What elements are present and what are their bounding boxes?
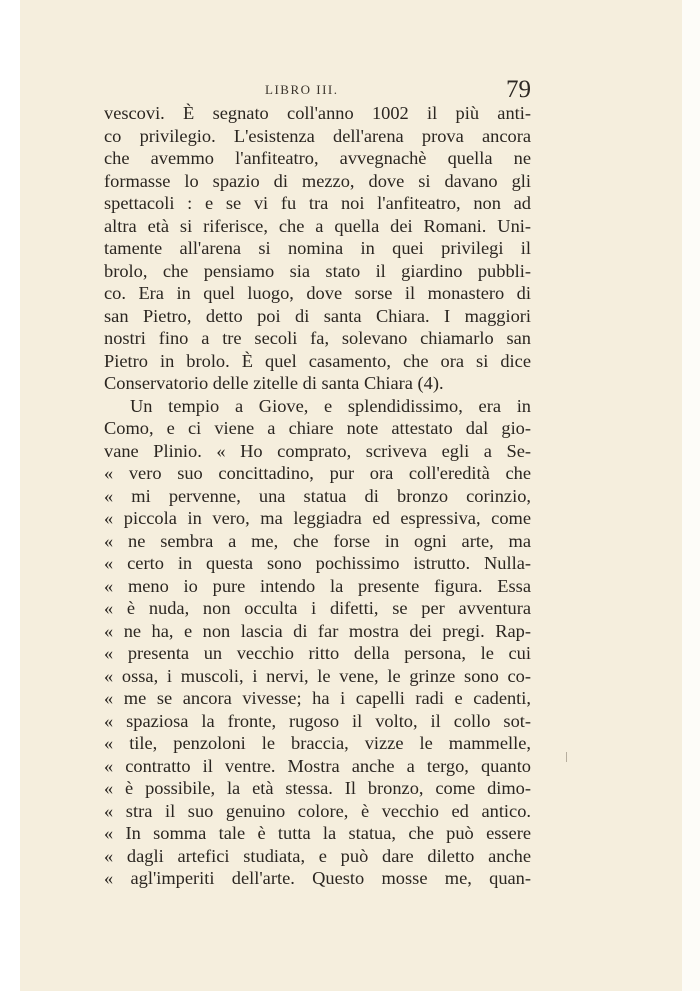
text-line: spettacoli : e se vi fu tra noi l'anfiteatro, non ad xyxy=(104,193,531,213)
quote-line: « presenta un vecchio ritto della persona, le cui xyxy=(104,643,531,663)
text-line: Pietro in brolo. È quel casamento, che ora si dice xyxy=(104,350,531,371)
quote-line: « certo in questa sono pochissimo istrutto. Nulla- xyxy=(104,553,531,573)
text-line: formasse lo spazio di mezzo, dove si davano gli xyxy=(104,170,531,191)
quote-line: « mi pervenne, una statua di bronzo corinzio, xyxy=(104,485,531,506)
quote-line: « contratto il ventre. Mostra anche a tergo, quanto xyxy=(104,755,531,776)
text-line: vane Plinio. « Ho comprato, scriveva egli a Se- xyxy=(104,440,531,461)
quote-line: « ossa, i muscoli, i nervi, le vene, le grinze sono co- xyxy=(104,665,531,686)
paragraph-end-line: Conservatorio delle zitelle di santa Chiara (4). xyxy=(104,373,444,393)
quote-line: « tile, penzoloni le braccia, vizze le mammelle, xyxy=(104,733,531,753)
running-head: LIBRO III. xyxy=(265,82,339,97)
text-line: tamente all'arena si nomina in quei privilegi il xyxy=(104,238,531,258)
text-line: san Pietro, detto poi di santa Chiara. I maggiori xyxy=(104,305,531,326)
quote-line: « agl'imperiti dell'arte. Questo mosse me, quan- xyxy=(104,868,531,888)
quote-line: « piccola in vero, ma leggiadra ed espressiva, come xyxy=(104,508,531,528)
text-line: che avemmo l'anfiteatro, avvegnachè quella ne xyxy=(104,148,531,168)
quote-line: « me se ancora vivesse; ha i capelli radi e cadenti, xyxy=(104,688,531,708)
text-line: Como, e ci viene a chiare note attestato dal gio- xyxy=(104,418,531,438)
page-edge xyxy=(682,0,700,991)
body-text xyxy=(104,102,531,890)
quote-line: « è possibile, la età stessa. Il bronzo, come dimo- xyxy=(104,778,531,798)
quote-line: « In somma tale è tutta la statua, che può essere xyxy=(104,823,531,843)
page-number: 79 xyxy=(506,76,531,103)
text-line: altra età si riferisce, che a quella dei Romani. Uni- xyxy=(104,215,531,236)
paragraph-start-line: Un tempio a Giove, e splendidissimo, era in xyxy=(130,395,531,416)
quote-line: « è nuda, non occulta i difetti, se per avventura xyxy=(104,598,531,618)
text-line: nostri fino a tre secoli fa, solevano chiamarlo san xyxy=(104,328,531,348)
quote-line: « stra il suo genuino colore, è vecchio ed antico. xyxy=(104,800,531,821)
quote-line: « ne ha, e non lascia di far mostra dei pregi. Rap- xyxy=(104,620,531,641)
text-line: brolo, che pensiamo sia stato il giardino pubbli- xyxy=(104,260,531,281)
quote-line: « spaziosa la fronte, rugoso il volto, il collo sot- xyxy=(104,710,531,731)
quote-line: « meno io pure intendo la presente figura. Essa xyxy=(104,575,531,596)
quote-line: « vero suo concittadino, pur ora coll'eredità che xyxy=(104,463,531,483)
text-line: co privilegio. L'esistenza dell'arena prova ancora xyxy=(104,125,531,146)
stray-ink-mark xyxy=(566,752,567,762)
text-line: vescovi. È segnato coll'anno 1002 il più anti- xyxy=(104,103,531,123)
quote-line: « dagli artefici studiata, e può dare diletto anche xyxy=(104,845,531,866)
text-line: co. Era in quel luogo, dove sorse il monastero di xyxy=(104,283,531,303)
quote-line: « ne sembra a me, che forse in ogni arte, ma xyxy=(104,530,531,551)
